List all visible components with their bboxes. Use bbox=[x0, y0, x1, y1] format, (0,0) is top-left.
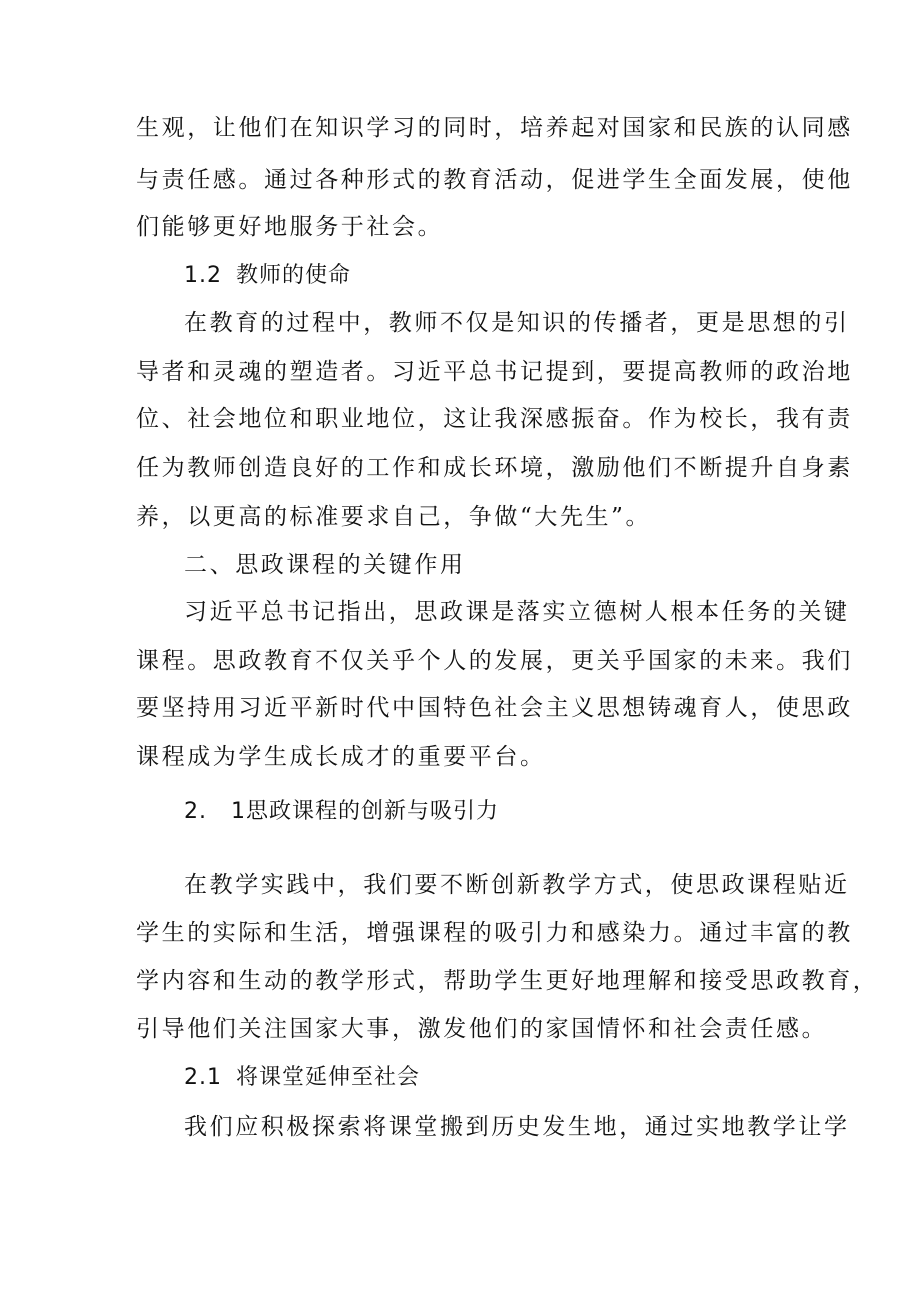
section-number: 1.2 bbox=[184, 263, 222, 288]
paragraph-line: 生观，让他们在知识学习的同时，培养起对国家和民族的认同感 bbox=[136, 115, 853, 141]
paragraph-line: 学内容和生动的教学形式，帮助学生更好地理解和接受思政教育， bbox=[136, 968, 879, 994]
paragraph-line: 学生的实际和生活，增强课程的吸引力和感染力。通过丰富的教 bbox=[136, 920, 853, 946]
paragraph-line: 在教学实践中，我们要不断创新教学方式，使思政课程贴近 bbox=[184, 872, 850, 898]
paragraph-line: 我们应积极探索将课堂搬到历史发生地，通过实地教学让学 bbox=[184, 1114, 850, 1140]
paragraph-line: 引导他们关注国家大事，激发他们的家国情怀和社会责任感。 bbox=[136, 1016, 828, 1042]
paragraph-line: 在教育的过程中，教师不仅是知识的传播者，更是思想的引 bbox=[184, 310, 850, 336]
section-title: 将课堂延伸至社会 bbox=[236, 1065, 421, 1090]
paragraph-line: 课程成为学生成长成才的重要平台。 bbox=[136, 744, 546, 770]
paragraph-line: 位、社会地位和职业地位，这让我深感振奋。作为校长，我有责 bbox=[136, 406, 853, 432]
section-heading-2: 二、思政课程的关键作用 bbox=[184, 552, 466, 578]
section-title: 教师的使命 bbox=[236, 263, 352, 288]
paragraph-line: 们能够更好地服务于社会。 bbox=[136, 214, 444, 240]
section-number: 2. bbox=[184, 799, 207, 824]
section-number: 2.1 bbox=[184, 1065, 222, 1090]
section-heading-1-2 bbox=[184, 261, 351, 291]
section-heading-2-1b bbox=[184, 1063, 420, 1093]
paragraph-line: 任为教师创造良好的工作和成长环境，激励他们不断提升自身素 bbox=[136, 455, 853, 481]
paragraph-line: 导者和灵魂的塑造者。习近平总书记提到，要提高教师的政治地 bbox=[136, 359, 853, 385]
paragraph-line: 要坚持用习近平新时代中国特色社会主义思想铸魂育人，使思政 bbox=[136, 695, 853, 721]
section-title: 1思政课程的创新与吸引力 bbox=[231, 799, 499, 824]
paragraph-line: 习近平总书记指出，思政课是落实立德树人根本任务的关键 bbox=[184, 599, 850, 625]
paragraph-line: 与责任感。通过各种形式的教育活动，促进学生全面发展，使他 bbox=[136, 167, 853, 193]
paragraph-line: 养，以更高的标准要求自己，争做“大先生”。 bbox=[136, 504, 652, 530]
paragraph-line: 课程。思政教育不仅关乎个人的发展，更关乎国家的未来。我们 bbox=[136, 648, 853, 674]
section-heading-2-1 bbox=[184, 797, 499, 827]
